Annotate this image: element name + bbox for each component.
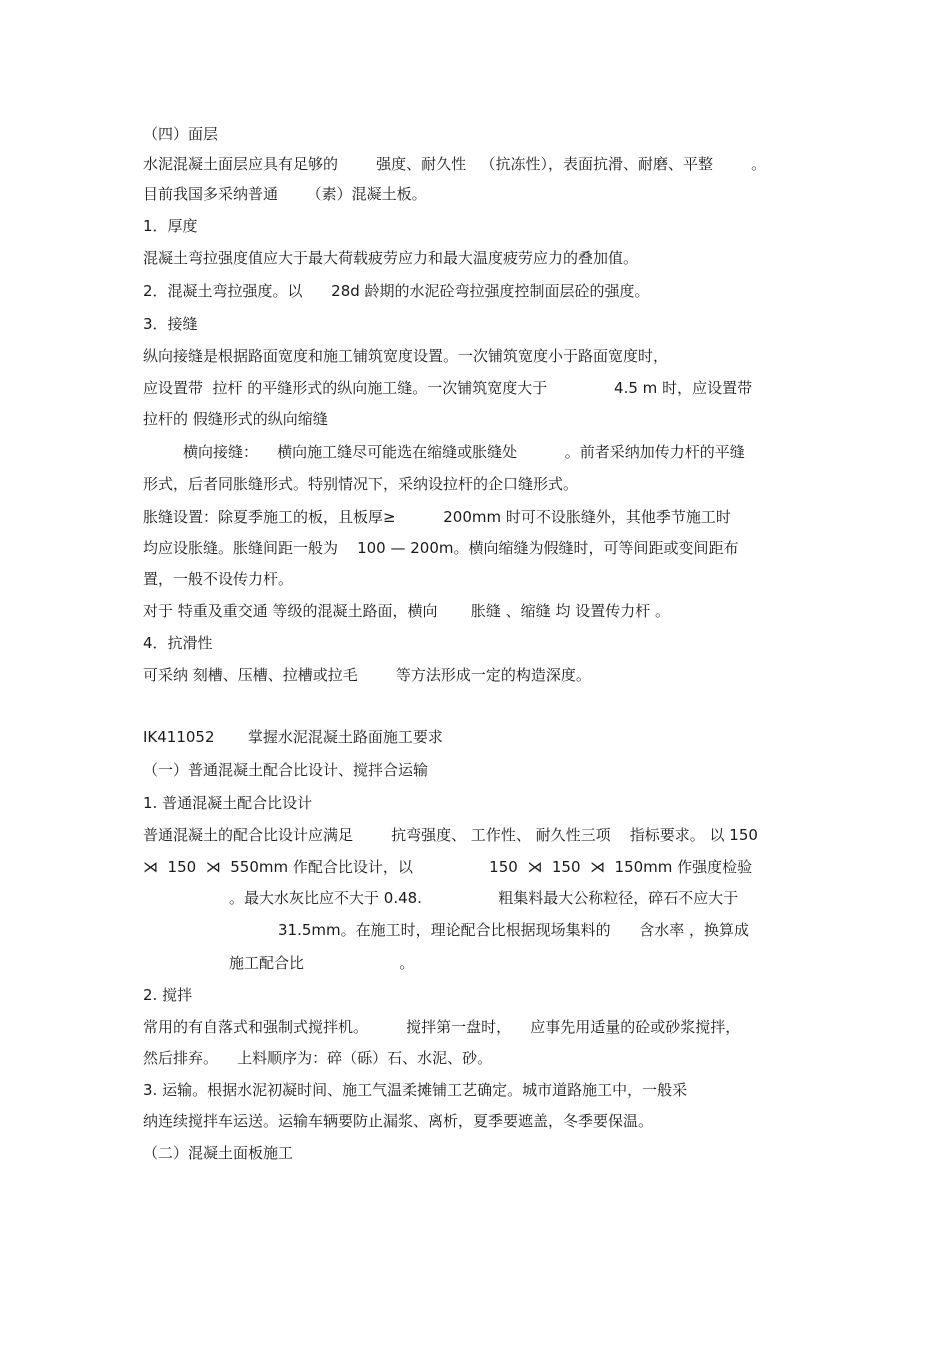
section-heading-slab-construction: （二）混凝土面板施工 — [143, 1144, 294, 1162]
paragraph-line: 置，一般不设传力杆。 — [143, 570, 294, 588]
paragraph-line: 常用的有自落式和强制式搅拌机。 搅拌第一盘时， 应事先用适量的砼或砂浆搅拌， — [143, 1018, 741, 1036]
paragraph-line: 形式，后者同胀缝形式。特别情况下，采纳设拉杆的企口缝形式。 — [143, 475, 579, 493]
paragraph-line: 31.5mm。在施工时，理论配合比根据现场集料的 含水率 ，换算成 — [278, 921, 750, 939]
item-heading-transport: 3. 运输。根据水泥初凝时间、施工气温柔摊铺工艺确定。城市道路施工中，一般采 — [143, 1081, 688, 1099]
item-heading-joints: 3．接缝 — [143, 315, 198, 333]
item-heading-mixing: 2. 搅拌 — [143, 986, 193, 1004]
paragraph-line: 纵向接缝是根据路面宽度和施工铺筑宽度设置。一次铺筑宽度小于路面宽度时， — [143, 347, 669, 365]
paragraph-line: 应设置带 拉杆 的平缝形式的纵向施工缝。一次铺筑宽度大于 4.5 m 时，应设置带 — [143, 379, 753, 397]
item-heading-flexural-strength: 2．混凝土弯拉强度。以 28d 龄期的水泥砼弯拉强度控制面层砼的强度。 — [143, 282, 650, 300]
paragraph-line: 可采纳 刻槽、压槽、拉槽或拉毛 等方法形成一定的构造深度。 — [143, 666, 591, 684]
paragraph-line: 均应设胀缝。胀缝间距一般为 100 — 200m。横向缩缝为假缝时，可等间距或变间距布 — [143, 539, 739, 557]
section-heading-mix-design: （一）普通混凝土配合比设计、搅拌合运输 — [143, 761, 429, 779]
paragraph-line: 横向接缝： 横向施工缝尽可能选在缩缝或胀缝处 。前者采纳加传力杆的平缝 — [183, 443, 745, 461]
paragraph-line: 水泥混凝土面层应具有足够的 强度、耐久性 （抗冻性），表面抗滑、耐磨、平整 。 — [143, 155, 767, 173]
paragraph-line: 施工配合比 。 — [229, 954, 415, 972]
paragraph-line: 普通混凝土的配合比设计应满足 抗弯强度、 工作性、 耐久性三项 指标要求。 以 150 — [143, 826, 758, 844]
paragraph-line: 纳连续搅拌车运送。运输车辆要防止漏浆、离析，夏季要遮盖，冬季要保温。 — [143, 1112, 654, 1130]
paragraph-line: ⋊ 150 ⋊ 550mm 作配合比设计，以 150 ⋊ 150 ⋊ 150mm 作强度检验 — [143, 858, 753, 876]
item-heading-skid-resistance: 4．抗滑性 — [143, 634, 213, 652]
paragraph-line: 拉杆的 假缝形式的纵向缩缝 — [143, 410, 328, 428]
section-heading-surface-layer: （四）面层 — [143, 125, 219, 143]
paragraph-line: 对于 特重及重交通 等级的混凝土路面，横向 胀缝 、缩缝 均 设置传力杆 。 — [143, 602, 670, 620]
paragraph-line: 胀缝设置：除夏季施工的板，且板厚≥ 200mm 时可不设胀缝外，其他季节施工时 — [143, 508, 731, 526]
section-heading-ik411052: IK411052 掌握水泥混凝土路面施工要求 — [143, 728, 443, 746]
paragraph-line: 目前我国多采纳普通 （素）混凝土板。 — [143, 185, 427, 203]
item-heading-mix-design: 1. 普通混凝土配合比设计 — [143, 794, 313, 812]
paragraph-line: 。最大水灰比应不大于 0.48. 粗集料最大公称粒径，碎石不应大于 — [229, 889, 739, 907]
paragraph-line: 然后排弃。 上料顺序为：碎（砾）石、水泥、砂。 — [143, 1049, 493, 1067]
paragraph-line: 混凝土弯拉强度值应大于最大荷载疲劳应力和最大温度疲劳应力的叠加值。 — [143, 249, 639, 267]
item-heading-thickness: 1．厚度 — [143, 217, 198, 235]
